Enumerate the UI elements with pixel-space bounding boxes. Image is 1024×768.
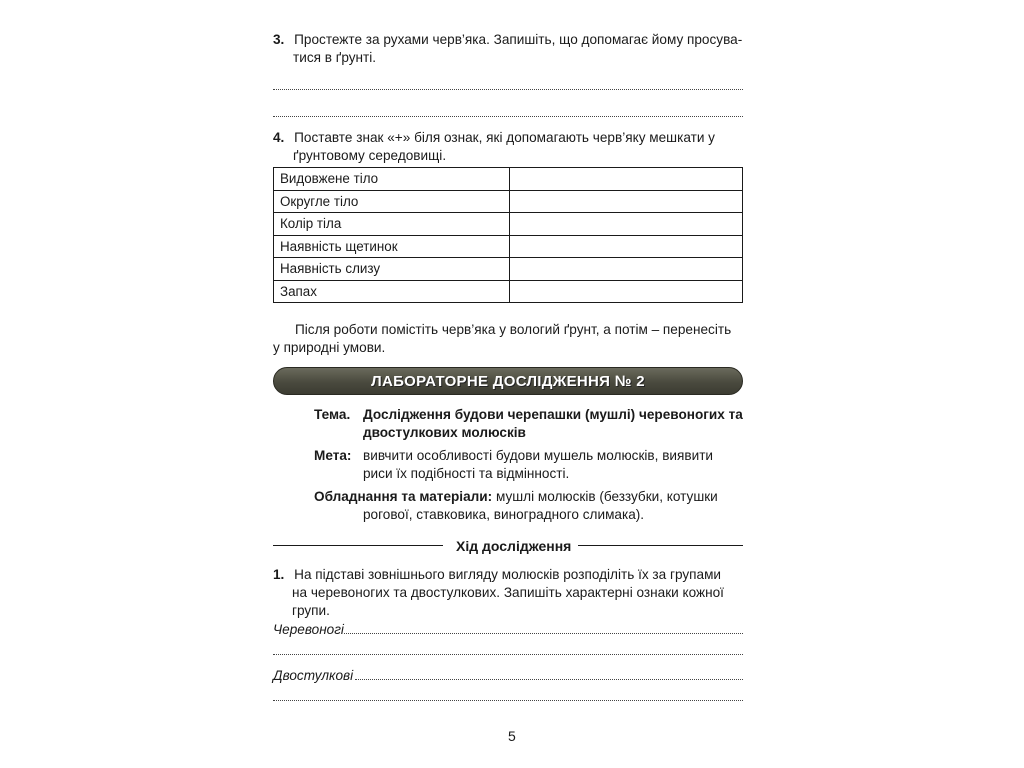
- signs-table: [273, 167, 743, 303]
- answer-line[interactable]: [273, 89, 743, 90]
- topic-label: Тема.: [314, 407, 351, 422]
- goal-text-1: вивчити особливості будови мушель молюсків, виявити: [363, 448, 714, 463]
- equipment-text-1: мушлі молюсків (беззубки, котушки: [492, 489, 718, 504]
- signs-table-row: [274, 235, 743, 258]
- equipment-text-2: рогової, ставковика, виноградного слимака).: [363, 507, 645, 522]
- sign-mark-cell[interactable]: [510, 235, 743, 258]
- answer-line[interactable]: [355, 679, 743, 680]
- topic-text-1: Дослідження будови черепашки (мушлі) черевоногих та: [363, 407, 743, 422]
- heading-rule-left: [273, 545, 443, 546]
- sign-label: Колір тіла: [274, 213, 510, 236]
- answer-line[interactable]: [273, 700, 743, 701]
- lab-banner-title: ЛАБОРАТОРНЕ ДОСЛІДЖЕННЯ № 2: [371, 372, 645, 390]
- topic-text-2: двостулкових молюсків: [363, 425, 526, 440]
- procedure-q1-text-3: групи.: [292, 603, 330, 618]
- sign-mark-cell[interactable]: [510, 213, 743, 236]
- sign-label: Округле тіло: [274, 190, 510, 213]
- question-4-text: Поставте знак «+» біля ознак, які допомагають черв’яку мешкати у: [294, 130, 715, 145]
- bivalves-label: Двостулкові: [273, 668, 354, 683]
- sign-label: Наявність слизу: [274, 258, 510, 281]
- procedure-heading: Хід дослідження: [456, 538, 572, 554]
- sign-mark-cell[interactable]: [510, 168, 743, 191]
- goal-label: Мета:: [314, 448, 352, 463]
- question-4-line-2: ґрунтовому середовищі.: [293, 148, 447, 163]
- answer-line[interactable]: [273, 116, 743, 117]
- signs-table-row: [274, 258, 743, 281]
- question-3-text: Простежте за рухами черв’яка. Запишіть, що допомагає йому просува-: [294, 32, 743, 47]
- signs-table-row: [274, 280, 743, 303]
- sign-mark-cell[interactable]: [510, 258, 743, 281]
- procedure-q1-number: 1.: [273, 567, 285, 582]
- answer-line[interactable]: [344, 633, 743, 634]
- question-3-line-2: тися в ґрунті.: [293, 50, 377, 65]
- question-4-line-1: [273, 129, 715, 147]
- answer-line[interactable]: [273, 654, 743, 655]
- page-number: 5: [508, 728, 516, 744]
- goal-text-2: риси їх подібності та відмінності.: [363, 466, 570, 481]
- after-work-line-2: у природні умови.: [273, 340, 386, 355]
- after-work-line-1: Після роботи помістіть черв’яка у вологий ґрунт, а потім – перенесіть: [295, 322, 732, 337]
- question-3-line-1: [273, 31, 742, 49]
- signs-table-row: [274, 168, 743, 191]
- sign-label: Видовжене тіло: [274, 168, 510, 191]
- sign-label: Запах: [274, 280, 510, 303]
- signs-table-row: [274, 190, 743, 213]
- sign-mark-cell[interactable]: [510, 280, 743, 303]
- question-3-number: 3.: [273, 32, 285, 47]
- equipment-label: Обладнання та матеріали:: [314, 489, 493, 504]
- signs-table-row: [274, 213, 743, 236]
- procedure-q1-text-1: На підставі зовнішнього вигляду молюсків розподіліть їх за групами: [294, 567, 722, 582]
- equipment-line-1: [314, 488, 718, 506]
- procedure-q1-text-2: на черевоногих та двостулкових. Запишіть характерні ознаки кожної: [292, 585, 724, 600]
- lab-banner: [273, 367, 743, 395]
- sign-mark-cell[interactable]: [510, 190, 743, 213]
- question-4-number: 4.: [273, 130, 285, 145]
- gastropods-label: Черевоногі: [273, 622, 344, 637]
- heading-rule-right: [578, 545, 743, 546]
- topic-line-1: [314, 406, 350, 424]
- procedure-q1-line-1: [273, 566, 721, 584]
- sign-label: Наявність щетинок: [274, 235, 510, 258]
